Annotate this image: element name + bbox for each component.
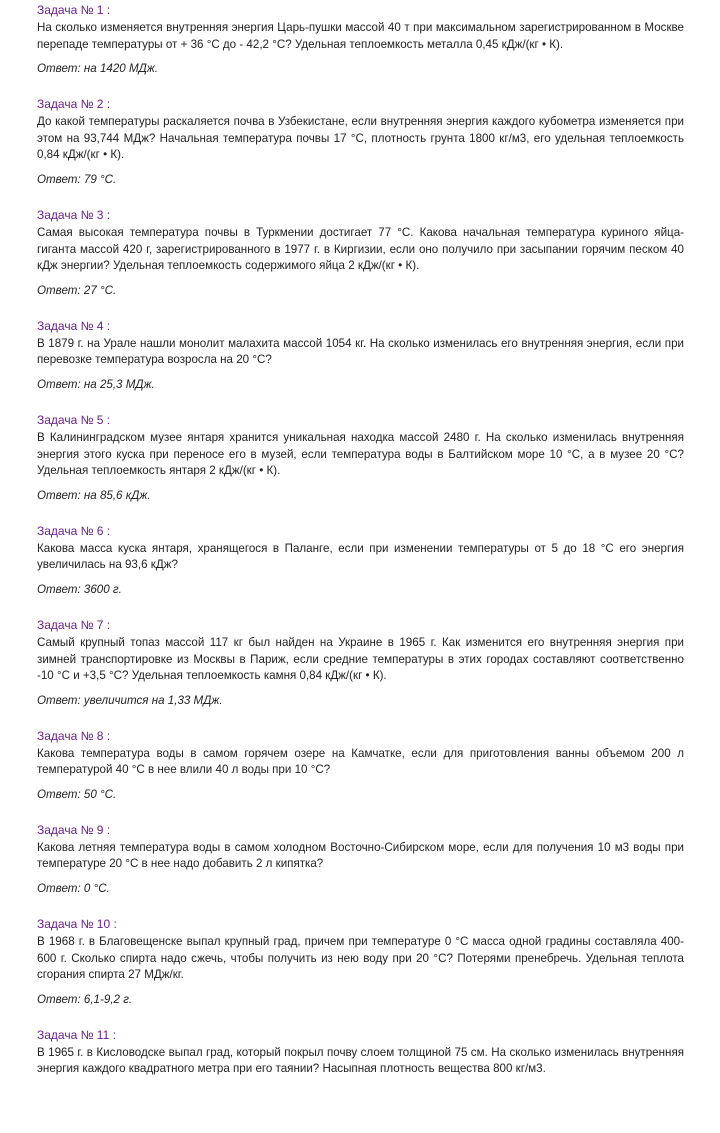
task-text: В 1965 г. в Кисловодске выпал град, который покрыл почву слоем толщиной 75 см. На сколько изменилась внутренняя энергия каждого квадратного метра при его таянии? Насыпная плотность вещества 800 кг/м3. bbox=[37, 1045, 684, 1076]
task-10 bbox=[37, 916, 684, 1008]
task-text: Самый крупный топаз массой 117 кг был найден на Украине в 1965 г. Как изменится его внутренняя энергия при зимней транспортировке из Москвы в Париж, если средние температуры в этих городах составляют соответственно -10 °С и +3,5 °С? Удельная теплоемкость камня 0,84 кДж/(кг • К). bbox=[37, 635, 684, 683]
task-title: Задача № 11 : bbox=[37, 1027, 116, 1042]
task-7 bbox=[37, 617, 684, 709]
task-answer: Ответ: 3600 г. bbox=[37, 582, 122, 596]
task-answer: Ответ: 0 °С. bbox=[37, 882, 110, 896]
task-text: Самая высокая температура почвы в Туркмении достигает 77 °С. Какова начальная температура куриного яйца-гиганта массой 420 г, зарегистрированного в 1977 г. в Киргизии, если оно получило при засыпании горячим песком 40 кДж энергии? Удельная теплоемкость содержимого яйца 2 кДж/(кг • К). bbox=[37, 225, 684, 273]
task-6 bbox=[37, 523, 684, 598]
task-9 bbox=[37, 822, 684, 897]
task-answer: Ответ: увеличится на 1,33 МДж. bbox=[37, 693, 223, 707]
task-title: Задача № 1 : bbox=[37, 3, 111, 17]
task-answer: Ответ: 27 °С. bbox=[37, 283, 117, 297]
task-answer: Ответ: 6,1-9,2 г. bbox=[37, 992, 133, 1006]
task-text: В 1879 г. на Урале нашли монолит малахита массой 1054 кг. На сколько изменилась его внутренняя энергия, если при перевозке температура возросла на 20 °С? bbox=[37, 336, 684, 367]
task-4 bbox=[37, 318, 684, 393]
task-2 bbox=[37, 96, 684, 188]
task-1 bbox=[37, 2, 684, 77]
task-answer: Ответ: 50 °С. bbox=[37, 787, 117, 801]
task-text: В 1968 г. в Благовещенске выпал крупный град, причем при температуре 0 °С масса одной градины составляла 400-600 г. Сколько спирта надо сжечь, чтобы получить из нею воду при 20 °С? Потерями пренебречь. Удельная теплота сгорания спирта 27 МДж/кг. bbox=[37, 935, 684, 982]
task-title: Задача № 9 : bbox=[37, 822, 111, 837]
task-title: Задача № 5 : bbox=[37, 412, 111, 427]
task-text: Какова летняя температура воды в самом холодном Восточно-Сибирском море, если для получения 10 м3 воды при температуре 20 °С в нее надо добавить 2 л кипятка? bbox=[37, 840, 684, 871]
task-text: Какова масса куска янтаря, хранящегося в Паланге, если при изменении температуры от 5 до 18 °С его энергия увеличилась на 93,6 кДж? bbox=[37, 541, 684, 572]
task-title: Задача № 8 : bbox=[37, 728, 111, 743]
task-title: Задача № 10 : bbox=[37, 917, 117, 932]
task-5 bbox=[37, 412, 684, 504]
task-text: Какова температура воды в самом горячем озере на Камчатке, если для приготовления ванны объемом 200 л температурой 40 °С в нее влили 40 л воды при 10 °С? bbox=[37, 746, 684, 777]
task-text: На сколько изменяется внутренняя энергия Царь-пушки массой 40 т при максимальном зарегистрированном в Москве перепаде температуры от + 36 °С до - 42,2 °С? Удельная теплоемкость металла 0,45 кДж/(кг • К). bbox=[37, 21, 684, 51]
task-3 bbox=[37, 207, 684, 299]
task-text: До какой температуры раскаляется почва в Узбекистане, если внутренняя энергия каждого кубометра изменяется при этом на 93,744 МДж? Начальная температура почвы 17 °С, плотность грунта 1800 кг/м3, его удельная теплоемкость 0,84 кДж/(кг • К). bbox=[37, 115, 684, 162]
task-answer: Ответ: 79 °С. bbox=[37, 172, 117, 186]
task-answer: Ответ: на 25,3 МДж. bbox=[37, 377, 155, 391]
task-8 bbox=[37, 728, 684, 803]
task-answer: Ответ: на 85,6 кДж. bbox=[37, 488, 151, 502]
task-title: Задача № 3 : bbox=[37, 207, 111, 222]
task-title: Задача № 4 : bbox=[37, 318, 111, 333]
task-title: Задача № 7 : bbox=[37, 617, 111, 632]
task-11 bbox=[37, 1027, 684, 1078]
task-title: Задача № 2 : bbox=[37, 97, 111, 112]
task-answer: Ответ: на 1420 МДж. bbox=[37, 62, 158, 76]
task-title: Задача № 6 : bbox=[37, 523, 111, 538]
task-text: В Калининградском музее янтаря хранится уникальная находка массой 2480 г. На сколько изменилась внутренняя энергия этого куска при переносе его в музей, если температура воды в Балтийском море 10 °С, а в музее 20 °С? Удельная теплоемкость янтаря 2 кДж/(кг • К). bbox=[37, 430, 684, 478]
